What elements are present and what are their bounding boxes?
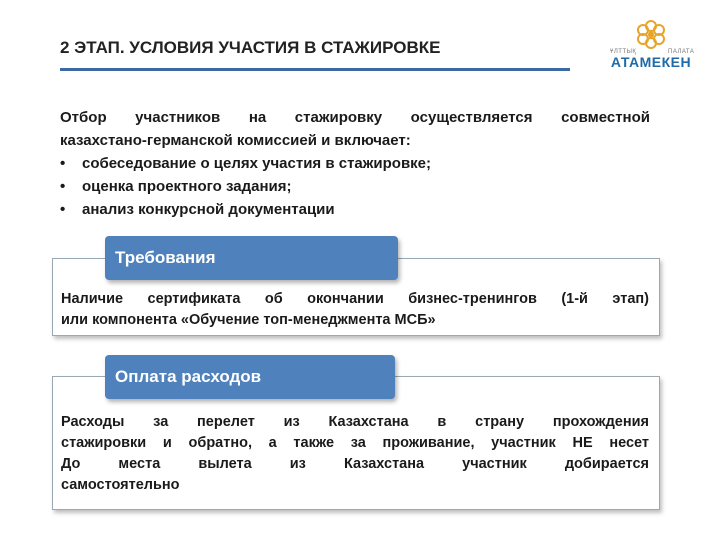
logo-small-left: ҰЛТТЫҚ — [610, 49, 637, 55]
intro-bullet: • собеседование о целях участия в стажировке; — [60, 155, 432, 172]
logo-small-right: ПАЛАТА — [668, 49, 695, 55]
bullet-text: анализ конкурсной документации — [82, 201, 335, 218]
expenses-line-3: До места вылета из Казахстана участник добирается — [61, 456, 649, 472]
flower-emblem-icon — [606, 20, 696, 50]
expenses-text — [61, 412, 649, 496]
intro-line-2: казахстано-германской комиссией и включает: — [60, 132, 411, 149]
intro-bullet: • оценка проектного задания; — [60, 178, 292, 195]
title-underline — [60, 68, 570, 71]
expenses-line-4: самостоятельно — [61, 477, 180, 493]
requirements-tab: Требования — [105, 236, 398, 280]
logo-name: АТАМЕКЕН — [610, 54, 692, 70]
expenses-line-2: стажировки и обратно, а также за проживание, участник НЕ несет — [61, 435, 649, 451]
intro-line-1: Отбор участников на стажировку осуществляется совместной — [60, 109, 650, 126]
page-title: 2 ЭТАП. УСЛОВИЯ УЧАСТИЯ В СТАЖИРОВКЕ — [60, 38, 441, 57]
requirements-line-2: или компонента «Обучение топ-менеджмента МСБ» — [61, 312, 436, 328]
intro-paragraph — [60, 106, 650, 221]
intro-bullet: • анализ конкурсной документации — [60, 201, 335, 218]
expenses-tab: Оплата расходов — [105, 355, 395, 399]
bullet-text: собеседование о целях участия в стажировке; — [82, 155, 432, 172]
bullet-text: оценка проектного задания; — [82, 178, 292, 195]
requirements-text — [61, 289, 649, 331]
requirements-line-1: Наличие сертификата об окончании бизнес-тренингов (1-й этап) — [61, 291, 649, 307]
atameken-logo — [606, 20, 696, 72]
expenses-line-1: Расходы за перелет из Казахстана в страну прохождения — [61, 414, 649, 430]
